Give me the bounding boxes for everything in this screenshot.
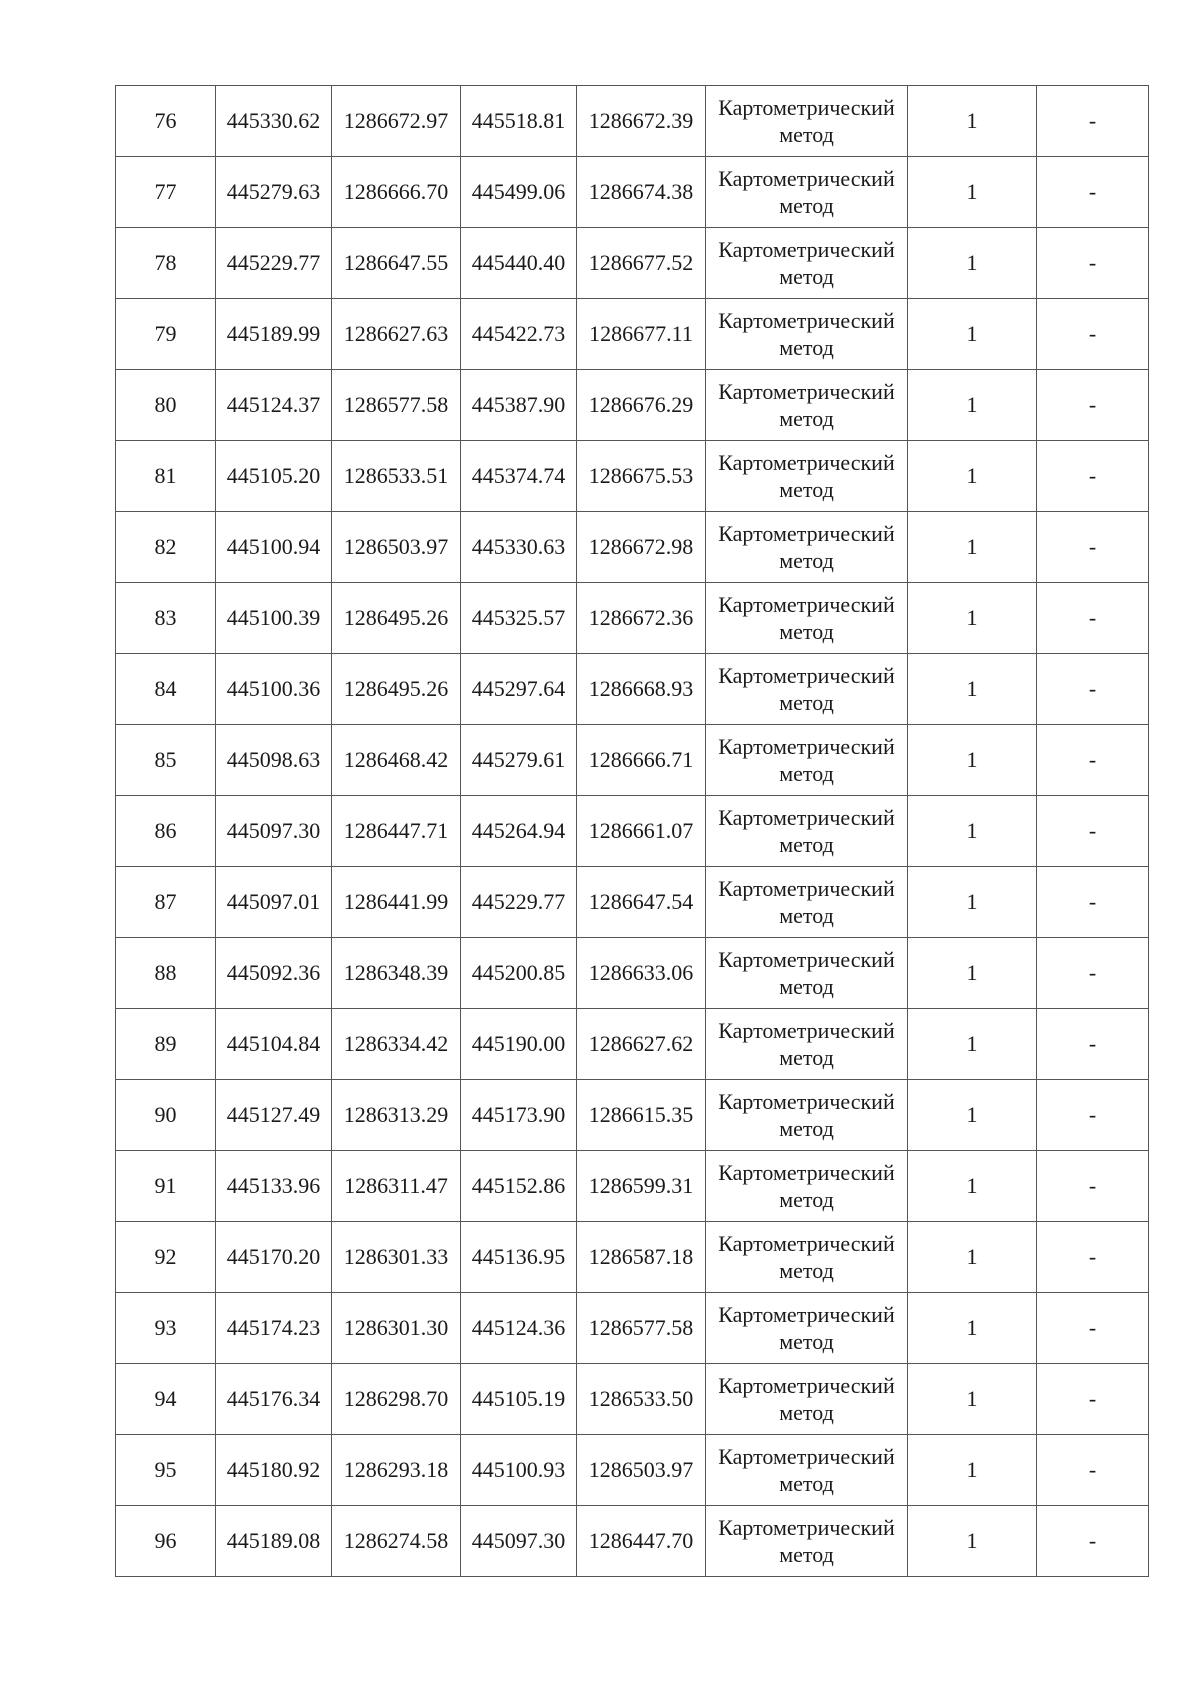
point-number-cell: 78 — [116, 228, 216, 299]
table-row — [116, 441, 1149, 512]
point-number-cell: 83 — [116, 583, 216, 654]
point-number-cell: 81 — [116, 441, 216, 512]
y-coordinate-cell: 1286468.42 — [332, 725, 461, 796]
y2-coordinate-cell: 1286615.35 — [577, 1080, 706, 1151]
table-row — [116, 1506, 1149, 1577]
note-cell: - — [1037, 1506, 1149, 1577]
accuracy-cell: 1 — [908, 654, 1037, 725]
y-coordinate-cell: 1286301.30 — [332, 1293, 461, 1364]
method-line-1: Картометрический — [718, 1302, 895, 1327]
note-cell: - — [1037, 1293, 1149, 1364]
table-row — [116, 299, 1149, 370]
method-line-2: метод — [779, 477, 834, 502]
method-cell — [706, 512, 908, 583]
method-cell — [706, 1293, 908, 1364]
y2-coordinate-cell: 1286672.36 — [577, 583, 706, 654]
y-coordinate-cell: 1286495.26 — [332, 654, 461, 725]
x-coordinate-cell: 445105.20 — [216, 441, 332, 512]
method-line-2: метод — [779, 1187, 834, 1212]
note-cell: - — [1037, 370, 1149, 441]
table-row — [116, 1364, 1149, 1435]
note-cell: - — [1037, 1364, 1149, 1435]
method-cell — [706, 796, 908, 867]
accuracy-cell: 1 — [908, 583, 1037, 654]
method-line-2: метод — [779, 264, 834, 289]
method-line-2: метод — [779, 832, 834, 857]
x-coordinate-cell: 445229.77 — [216, 228, 332, 299]
method-cell — [706, 370, 908, 441]
table-row — [116, 370, 1149, 441]
x-coordinate-cell: 445100.36 — [216, 654, 332, 725]
x2-coordinate-cell: 445387.90 — [461, 370, 577, 441]
note-cell: - — [1037, 796, 1149, 867]
x-coordinate-cell: 445100.39 — [216, 583, 332, 654]
x2-coordinate-cell: 445190.00 — [461, 1009, 577, 1080]
point-number-cell: 89 — [116, 1009, 216, 1080]
y2-coordinate-cell: 1286672.98 — [577, 512, 706, 583]
y2-coordinate-cell: 1286676.29 — [577, 370, 706, 441]
x-coordinate-cell: 445124.37 — [216, 370, 332, 441]
note-cell: - — [1037, 654, 1149, 725]
method-line-2: метод — [779, 1045, 834, 1070]
note-cell: - — [1037, 1151, 1149, 1222]
point-number-cell: 92 — [116, 1222, 216, 1293]
accuracy-cell: 1 — [908, 796, 1037, 867]
method-cell — [706, 86, 908, 157]
table-row — [116, 1151, 1149, 1222]
point-number-cell: 76 — [116, 86, 216, 157]
table-row — [116, 86, 1149, 157]
x2-coordinate-cell: 445229.77 — [461, 867, 577, 938]
method-line-1: Картометрический — [718, 95, 895, 120]
x2-coordinate-cell: 445136.95 — [461, 1222, 577, 1293]
method-line-1: Картометрический — [718, 947, 895, 972]
y-coordinate-cell: 1286666.70 — [332, 157, 461, 228]
method-line-1: Картометрический — [718, 1018, 895, 1043]
method-cell — [706, 654, 908, 725]
method-line-1: Картометрический — [718, 450, 895, 475]
x-coordinate-cell: 445100.94 — [216, 512, 332, 583]
point-number-cell: 88 — [116, 938, 216, 1009]
accuracy-cell: 1 — [908, 1506, 1037, 1577]
point-number-cell: 94 — [116, 1364, 216, 1435]
table-row — [116, 1435, 1149, 1506]
note-cell: - — [1037, 938, 1149, 1009]
x2-coordinate-cell: 445124.36 — [461, 1293, 577, 1364]
y-coordinate-cell: 1286441.99 — [332, 867, 461, 938]
y-coordinate-cell: 1286672.97 — [332, 86, 461, 157]
note-cell: - — [1037, 867, 1149, 938]
method-cell — [706, 725, 908, 796]
point-number-cell: 91 — [116, 1151, 216, 1222]
x-coordinate-cell: 445097.30 — [216, 796, 332, 867]
point-number-cell: 86 — [116, 796, 216, 867]
x-coordinate-cell: 445097.01 — [216, 867, 332, 938]
point-number-cell: 80 — [116, 370, 216, 441]
x-coordinate-cell: 445170.20 — [216, 1222, 332, 1293]
y2-coordinate-cell: 1286672.39 — [577, 86, 706, 157]
x-coordinate-cell: 445176.34 — [216, 1364, 332, 1435]
method-line-2: метод — [779, 335, 834, 360]
y-coordinate-cell: 1286301.33 — [332, 1222, 461, 1293]
x2-coordinate-cell: 445422.73 — [461, 299, 577, 370]
y2-coordinate-cell: 1286533.50 — [577, 1364, 706, 1435]
note-cell: - — [1037, 1009, 1149, 1080]
x-coordinate-cell: 445092.36 — [216, 938, 332, 1009]
method-cell — [706, 1506, 908, 1577]
y-coordinate-cell: 1286447.71 — [332, 796, 461, 867]
y2-coordinate-cell: 1286668.93 — [577, 654, 706, 725]
method-cell — [706, 583, 908, 654]
note-cell: - — [1037, 725, 1149, 796]
table-row — [116, 1009, 1149, 1080]
y-coordinate-cell: 1286627.63 — [332, 299, 461, 370]
table-row — [116, 796, 1149, 867]
method-line-2: метод — [779, 1116, 834, 1141]
y-coordinate-cell: 1286577.58 — [332, 370, 461, 441]
y-coordinate-cell: 1286348.39 — [332, 938, 461, 1009]
y-coordinate-cell: 1286293.18 — [332, 1435, 461, 1506]
method-line-2: метод — [779, 761, 834, 786]
y2-coordinate-cell: 1286675.53 — [577, 441, 706, 512]
method-cell — [706, 228, 908, 299]
coordinates-table — [115, 85, 1149, 1577]
method-line-1: Картометрический — [718, 166, 895, 191]
note-cell: - — [1037, 86, 1149, 157]
table-row — [116, 1080, 1149, 1151]
y2-coordinate-cell: 1286447.70 — [577, 1506, 706, 1577]
accuracy-cell: 1 — [908, 228, 1037, 299]
table-row — [116, 654, 1149, 725]
y2-coordinate-cell: 1286661.07 — [577, 796, 706, 867]
point-number-cell: 82 — [116, 512, 216, 583]
point-number-cell: 95 — [116, 1435, 216, 1506]
method-cell — [706, 299, 908, 370]
point-number-cell: 77 — [116, 157, 216, 228]
method-line-2: метод — [779, 1258, 834, 1283]
method-line-2: метод — [779, 1471, 834, 1496]
accuracy-cell: 1 — [908, 1151, 1037, 1222]
y2-coordinate-cell: 1286599.31 — [577, 1151, 706, 1222]
method-cell — [706, 867, 908, 938]
table-row — [116, 512, 1149, 583]
note-cell: - — [1037, 1222, 1149, 1293]
note-cell: - — [1037, 512, 1149, 583]
method-line-1: Картометрический — [718, 1515, 895, 1540]
accuracy-cell: 1 — [908, 725, 1037, 796]
x2-coordinate-cell: 445152.86 — [461, 1151, 577, 1222]
method-line-1: Картометрический — [718, 592, 895, 617]
point-number-cell: 79 — [116, 299, 216, 370]
note-cell: - — [1037, 157, 1149, 228]
note-cell: - — [1037, 1080, 1149, 1151]
point-number-cell: 93 — [116, 1293, 216, 1364]
point-number-cell: 96 — [116, 1506, 216, 1577]
method-cell — [706, 1364, 908, 1435]
accuracy-cell: 1 — [908, 938, 1037, 1009]
method-line-1: Картометрический — [718, 1373, 895, 1398]
method-line-2: метод — [779, 1400, 834, 1425]
y-coordinate-cell: 1286313.29 — [332, 1080, 461, 1151]
method-line-2: метод — [779, 619, 834, 644]
x2-coordinate-cell: 445499.06 — [461, 157, 577, 228]
accuracy-cell: 1 — [908, 370, 1037, 441]
x-coordinate-cell: 445098.63 — [216, 725, 332, 796]
table-row — [116, 725, 1149, 796]
y2-coordinate-cell: 1286666.71 — [577, 725, 706, 796]
note-cell: - — [1037, 583, 1149, 654]
y2-coordinate-cell: 1286503.97 — [577, 1435, 706, 1506]
accuracy-cell: 1 — [908, 157, 1037, 228]
y-coordinate-cell: 1286298.70 — [332, 1364, 461, 1435]
y2-coordinate-cell: 1286647.54 — [577, 867, 706, 938]
x2-coordinate-cell: 445264.94 — [461, 796, 577, 867]
method-line-1: Картометрический — [718, 663, 895, 688]
method-line-1: Картометрический — [718, 805, 895, 830]
method-line-1: Картометрический — [718, 876, 895, 901]
method-line-1: Картометрический — [718, 1089, 895, 1114]
y2-coordinate-cell: 1286677.11 — [577, 299, 706, 370]
table-row — [116, 1222, 1149, 1293]
x2-coordinate-cell: 445330.63 — [461, 512, 577, 583]
y-coordinate-cell: 1286334.42 — [332, 1009, 461, 1080]
accuracy-cell: 1 — [908, 441, 1037, 512]
x2-coordinate-cell: 445518.81 — [461, 86, 577, 157]
accuracy-cell: 1 — [908, 299, 1037, 370]
accuracy-cell: 1 — [908, 512, 1037, 583]
y2-coordinate-cell: 1286674.38 — [577, 157, 706, 228]
x2-coordinate-cell: 445100.93 — [461, 1435, 577, 1506]
method-cell — [706, 1009, 908, 1080]
method-cell — [706, 938, 908, 1009]
y2-coordinate-cell: 1286577.58 — [577, 1293, 706, 1364]
method-line-1: Картометрический — [718, 237, 895, 262]
y-coordinate-cell: 1286503.97 — [332, 512, 461, 583]
accuracy-cell: 1 — [908, 1435, 1037, 1506]
accuracy-cell: 1 — [908, 1080, 1037, 1151]
table-row — [116, 157, 1149, 228]
method-line-2: метод — [779, 122, 834, 147]
point-number-cell: 90 — [116, 1080, 216, 1151]
y-coordinate-cell: 1286311.47 — [332, 1151, 461, 1222]
method-line-1: Картометрический — [718, 1231, 895, 1256]
x-coordinate-cell: 445174.23 — [216, 1293, 332, 1364]
method-line-1: Картометрический — [718, 521, 895, 546]
method-line-2: метод — [779, 193, 834, 218]
x-coordinate-cell: 445133.96 — [216, 1151, 332, 1222]
y2-coordinate-cell: 1286677.52 — [577, 228, 706, 299]
x2-coordinate-cell: 445374.74 — [461, 441, 577, 512]
table-row — [116, 1293, 1149, 1364]
y-coordinate-cell: 1286274.58 — [332, 1506, 461, 1577]
point-number-cell: 87 — [116, 867, 216, 938]
method-line-2: метод — [779, 1329, 834, 1354]
method-line-1: Картометрический — [718, 308, 895, 333]
method-cell — [706, 157, 908, 228]
method-line-2: метод — [779, 974, 834, 999]
x2-coordinate-cell: 445279.61 — [461, 725, 577, 796]
method-line-1: Картометрический — [718, 1160, 895, 1185]
x2-coordinate-cell: 445105.19 — [461, 1364, 577, 1435]
table-row — [116, 228, 1149, 299]
x-coordinate-cell: 445180.92 — [216, 1435, 332, 1506]
note-cell: - — [1037, 228, 1149, 299]
y2-coordinate-cell: 1286633.06 — [577, 938, 706, 1009]
method-line-2: метод — [779, 406, 834, 431]
note-cell: - — [1037, 299, 1149, 370]
method-line-1: Картометрический — [718, 379, 895, 404]
accuracy-cell: 1 — [908, 1009, 1037, 1080]
accuracy-cell: 1 — [908, 867, 1037, 938]
x-coordinate-cell: 445189.99 — [216, 299, 332, 370]
note-cell: - — [1037, 1435, 1149, 1506]
x-coordinate-cell: 445189.08 — [216, 1506, 332, 1577]
table-body — [116, 86, 1149, 1577]
accuracy-cell: 1 — [908, 1364, 1037, 1435]
method-line-2: метод — [779, 548, 834, 573]
y-coordinate-cell: 1286533.51 — [332, 441, 461, 512]
method-line-2: метод — [779, 1542, 834, 1567]
method-cell — [706, 1151, 908, 1222]
accuracy-cell: 1 — [908, 1222, 1037, 1293]
point-number-cell: 85 — [116, 725, 216, 796]
method-line-2: метод — [779, 690, 834, 715]
x-coordinate-cell: 445104.84 — [216, 1009, 332, 1080]
method-cell — [706, 441, 908, 512]
x2-coordinate-cell: 445200.85 — [461, 938, 577, 1009]
x2-coordinate-cell: 445173.90 — [461, 1080, 577, 1151]
accuracy-cell: 1 — [908, 1293, 1037, 1364]
y2-coordinate-cell: 1286627.62 — [577, 1009, 706, 1080]
y2-coordinate-cell: 1286587.18 — [577, 1222, 706, 1293]
table-row — [116, 867, 1149, 938]
method-cell — [706, 1222, 908, 1293]
method-line-1: Картометрический — [718, 734, 895, 759]
method-cell — [706, 1080, 908, 1151]
x2-coordinate-cell: 445440.40 — [461, 228, 577, 299]
x2-coordinate-cell: 445097.30 — [461, 1506, 577, 1577]
method-line-2: метод — [779, 903, 834, 928]
point-number-cell: 84 — [116, 654, 216, 725]
table-row — [116, 938, 1149, 1009]
x-coordinate-cell: 445330.62 — [216, 86, 332, 157]
x2-coordinate-cell: 445297.64 — [461, 654, 577, 725]
table-row — [116, 583, 1149, 654]
method-line-1: Картометрический — [718, 1444, 895, 1469]
y-coordinate-cell: 1286495.26 — [332, 583, 461, 654]
x-coordinate-cell: 445127.49 — [216, 1080, 332, 1151]
accuracy-cell: 1 — [908, 86, 1037, 157]
x2-coordinate-cell: 445325.57 — [461, 583, 577, 654]
y-coordinate-cell: 1286647.55 — [332, 228, 461, 299]
method-cell — [706, 1435, 908, 1506]
note-cell: - — [1037, 441, 1149, 512]
x-coordinate-cell: 445279.63 — [216, 157, 332, 228]
